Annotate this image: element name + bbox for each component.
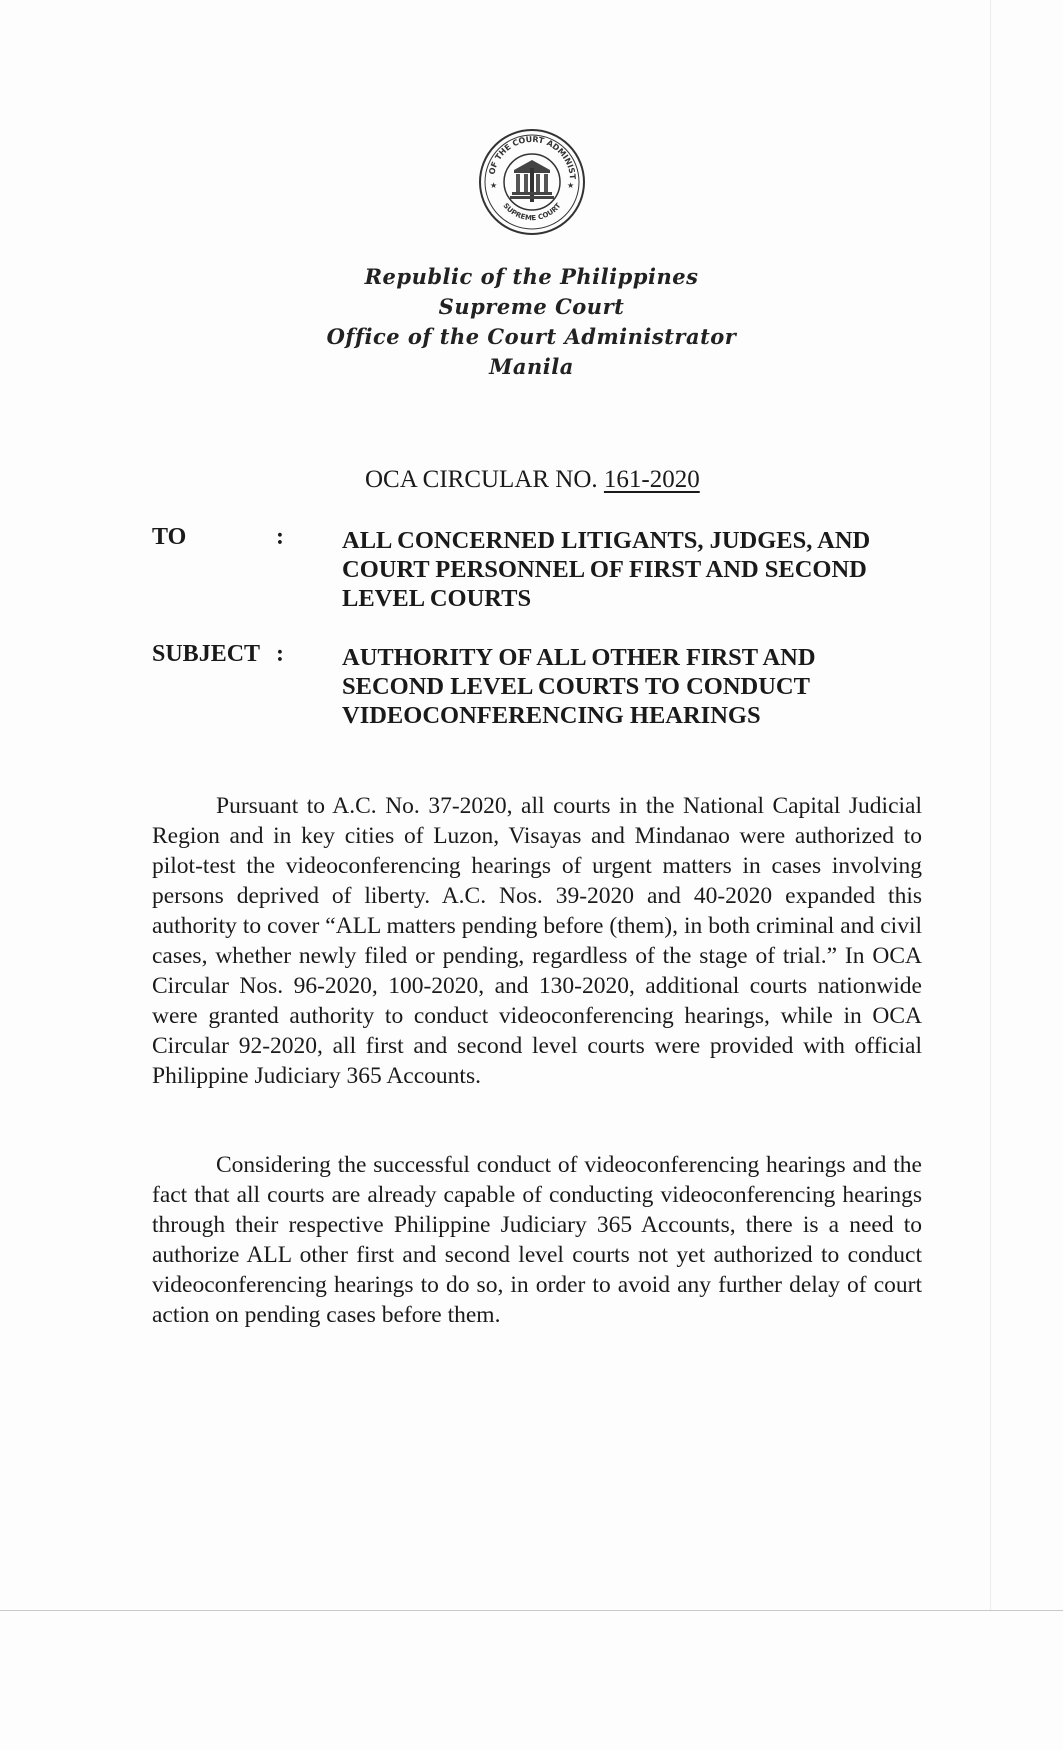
- to-value: ALL CONCERNED LITIGANTS, JUDGES, AND COURT PERSONNEL OF FIRST AND SECOND LEVEL COURTS: [342, 527, 871, 612]
- circular-title: [365, 466, 700, 494]
- letterhead-supreme-court: Supreme Court: [438, 294, 625, 319]
- letterhead-city: Manila: [489, 354, 574, 379]
- svg-text:★: ★: [567, 181, 575, 190]
- page-edge: [990, 0, 991, 1610]
- subject-value: AUTHORITY OF ALL OTHER FIRST AND SECOND LEVEL COURTS TO CONDUCT VIDEOCONFERENCING HEARINGS: [342, 644, 816, 729]
- court-seal-icon: [476, 118, 588, 260]
- svg-text:★: ★: [490, 181, 498, 190]
- circular-number: 161-2020: [603, 466, 700, 493]
- svg-text:OFFICE OF THE COURT ADMINISTRA: OF THE COURT ADMINIST: [487, 134, 578, 180]
- svg-text:SUPREME COURT: SUPREME COURT: [501, 201, 563, 223]
- letterhead: [0, 262, 1063, 382]
- to-label: TO: [152, 524, 187, 550]
- body-paragraph-1: Pursuant to A.C. No. 37-2020, all courts in the National Capital Judicial Region and in key cities of Luzon, Visayas and Mindanao were authorized to pilot-test the videoconferencing hearings of urgent matters in cases involving persons deprived of liberty. A.C. Nos. 39-2020 and 40-2020 expanded this authority to cover “ALL matters pending before (them), in both criminal and civil cases, whether newly filed or pending, regardless of the stage of trial.” In OCA Circular Nos. 96-2020, 100-2020, and 130-2020, additional courts nationwide were granted authority to conduct videoconferencing hearings, while in OCA Circular 92-2020, all first and second level courts were provided with official Philippine Judiciary 365 Accounts.: [152, 793, 922, 1089]
- letterhead-office: Office of the Court Administrator: [326, 324, 737, 349]
- subject-label: SUBJECT: [152, 641, 261, 667]
- subject-colon: :: [276, 641, 284, 667]
- circular-prefix: OCA CIRCULAR NO.: [365, 466, 604, 493]
- letterhead-republic: Republic of the Philippines: [364, 264, 699, 289]
- body-paragraph-2: Considering the successful conduct of videoconferencing hearings and the fact that all courts are already capable of conducting videoconferencing hearings through their respective Philippine Judiciary 365 Accounts, there is a need to authorize ALL other first and second level courts not yet authorized to conduct videoconferencing hearings to do so, in order to avoid any further delay of court action on pending cases before them.: [152, 1152, 922, 1328]
- page-bottom-edge: [0, 1610, 1063, 1611]
- to-colon: :: [276, 524, 284, 550]
